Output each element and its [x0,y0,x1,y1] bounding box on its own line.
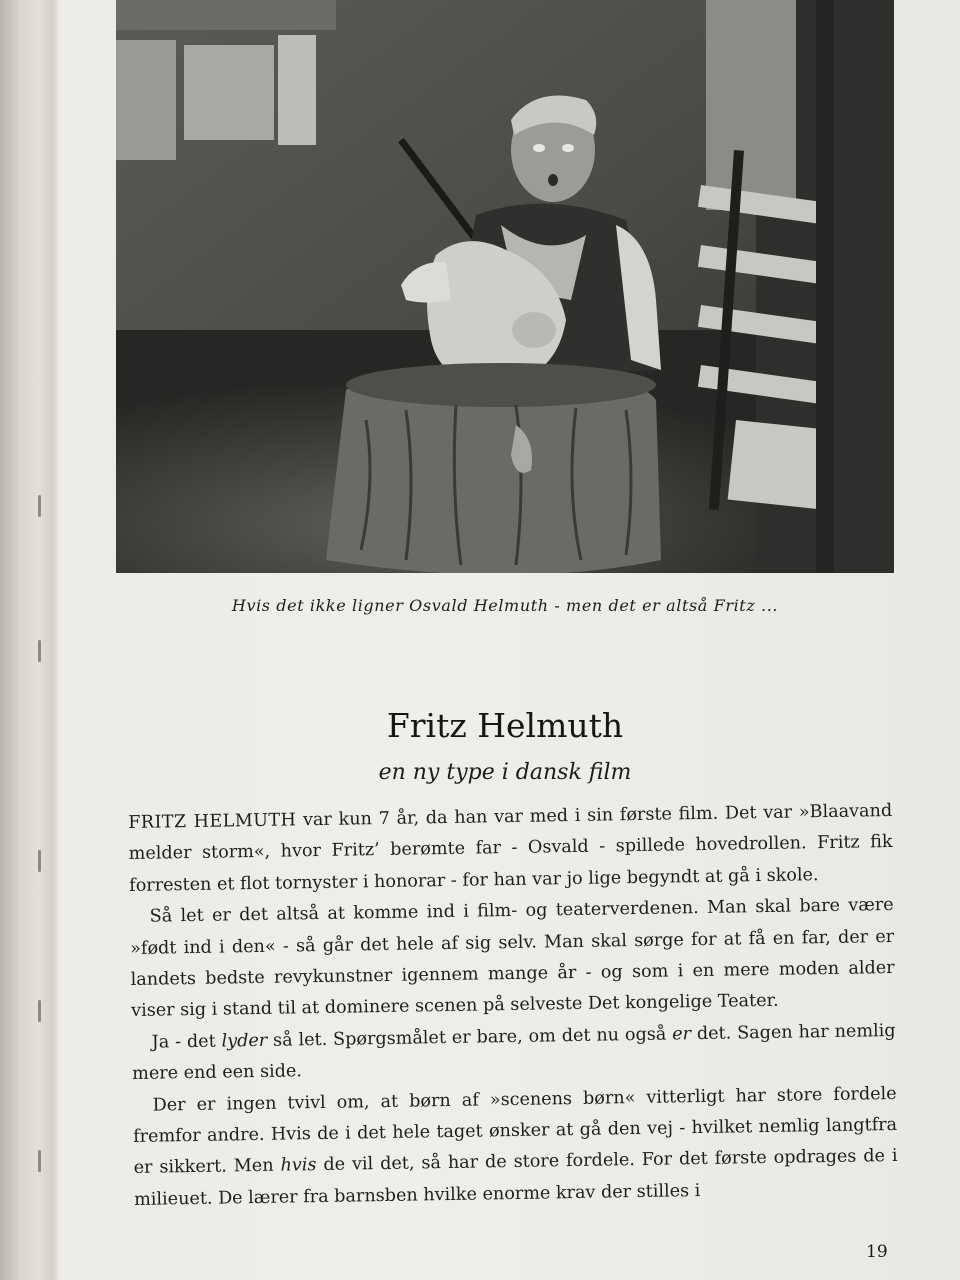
paragraph-text: de vil det, så har de store fordele. For det første opdrages de i milieuet. De lærer fra barnsben hvilke enorme krav der stilles i [133,1146,898,1210]
paragraph-text: så let. Spørgsmålet er bare, om det nu også [267,1024,673,1051]
paragraph-text: Der er ingen tvivl om, at børn af »scenens børn« vitterligt har store fordele fremfor andre. Hvis de i det hele taget ønsker at gå den vej - hvilket nemlig langtfra er sikkert. Men [133,1083,898,1179]
paragraph [131,1016,896,1091]
paragraph-text: det. Sagen har nemlig mere end een side. [132,1020,896,1085]
lead-in: FRITZ HELMUTH [128,810,297,833]
binding-stitch [38,1000,41,1022]
article-subtitle: en ny type i dansk film [378,760,632,785]
paragraph-text: var kun 7 år, da han var med i sin første film. Det var »Blaavand melder storm«, hvor Fritz’ berømte far - Osvald - spillede hovedrollen. Fritz fik forresten et flot tornyster i honorar - for han var jo lige begyndt at gå i skole. [128,800,893,896]
paragraph [128,796,893,902]
binding-stitch [38,1150,41,1172]
emphasis: er [672,1024,692,1045]
binding-stitch [38,495,41,517]
paragraph [129,890,895,1028]
paragraph [132,1079,898,1217]
binding-stitch [38,640,41,662]
photo-boy-with-pig-head-icon [116,0,894,573]
article-title: Fritz Helmuth [386,706,624,745]
photo-caption: Hvis det ikke ligner Osvald Helmuth - men det er altså Fritz ... [231,596,779,615]
film-still-photo [116,0,894,573]
book-gutter [0,0,58,1280]
article-body [128,796,898,1216]
emphasis: hvis [280,1155,317,1177]
page-number: 19 [866,1242,888,1262]
binding-stitch [38,850,41,872]
paragraph-text: Ja - det [151,1031,222,1053]
emphasis: lyder [221,1030,268,1052]
paragraph-text: Så let er det altså at komme ind i film- og teaterverdenen. Man skal bare være »født ind i den« - så går det hele af sig selv. Man skal sørge for at få en far, der er landets bedste revykunstner igennem mange år - og som i en mere moden alder viser sig i stand til at dominere scenen på selveste Det kongelige Teater. [130,895,895,1022]
